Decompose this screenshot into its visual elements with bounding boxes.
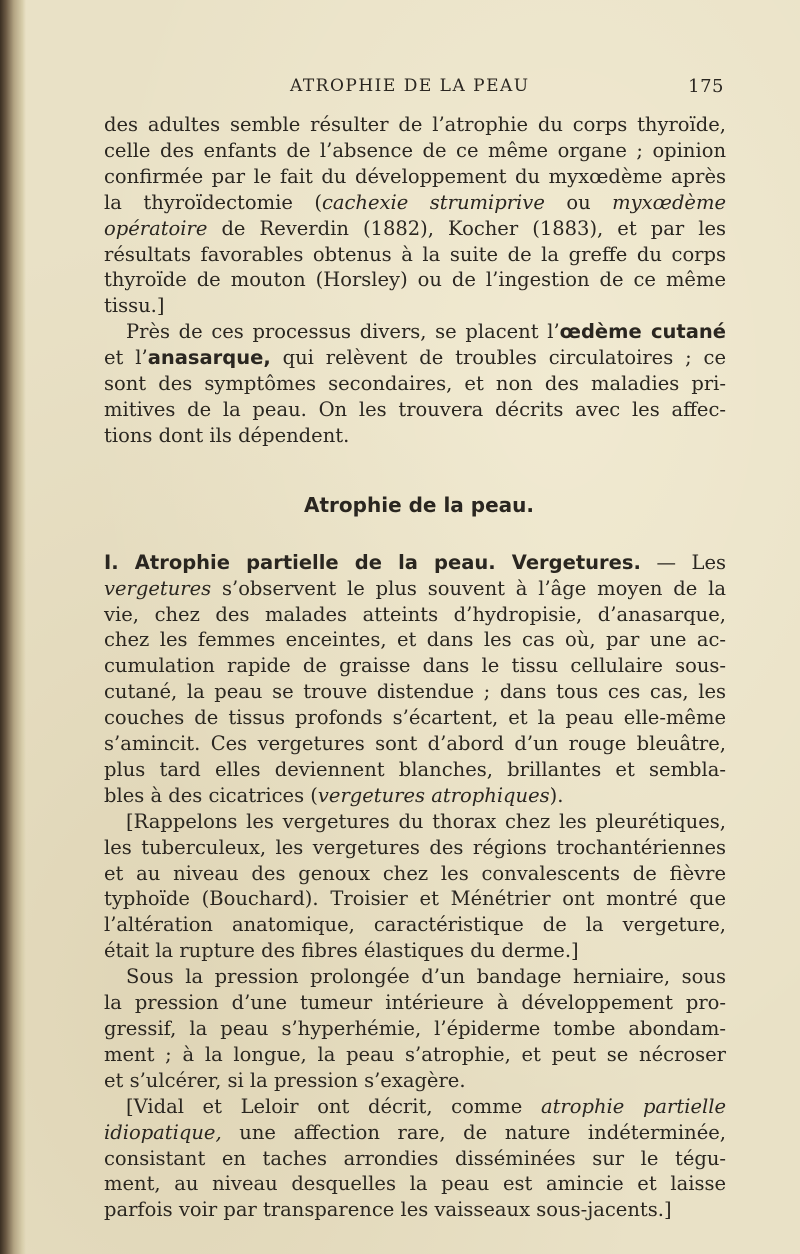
page-number: 175 (688, 76, 724, 97)
text-line: gressif, la peau s’hyperhémie, l’épiderme tombe abondam- (104, 1017, 726, 1040)
text-line: et au niveau des genoux chez les convalescents de fièvre (104, 861, 726, 885)
text-line: s’amincit. Ces vergetures sont d’abord d’un rouge bleuâtre, (104, 732, 726, 756)
text-line: bles à des cicatrices (vergetures atrophiques). (104, 783, 564, 807)
text-line: la pression d’une tumeur intérieure à développement pro- (104, 991, 726, 1015)
text-line: chez les femmes enceintes, et dans les cas où, par une ac- (104, 628, 726, 652)
text-line: et s’ulcérer, si la pression s’exagère. (104, 1068, 466, 1092)
text-line: I. Atrophie partielle de la peau. Vergetures. — Les (104, 550, 726, 574)
text-line: et l’anasarque, qui relèvent de troubles circulatoires ; ce (104, 346, 726, 370)
body-text (104, 112, 726, 1223)
text-line: plus tard elles deviennent blanches, brillantes et sembla- (104, 757, 726, 781)
text-line: Près de ces processus divers, se placent l’œdème cutané (126, 320, 726, 344)
text-line: couches de tissus profonds s’écartent, et la peau elle-même (104, 706, 726, 730)
text-line: [Vidal et Leloir ont décrit, comme atrophie partielle (126, 1094, 726, 1118)
text-line: celle des enfants de l’absence de ce même organe ; opinion (104, 138, 726, 162)
text-line: parfois voir par transparence les vaisseaux sous-jacents.] (104, 1198, 672, 1222)
section-heading: Atrophie de la peau. (304, 492, 534, 517)
text-line: vie, chez des malades atteints d’hydropisie, d’anasarque, (104, 602, 726, 626)
text-line: l’altération anatomique, caractéristique de la vergeture, (104, 913, 726, 937)
running-title: ATROPHIE DE LA PEAU (290, 76, 530, 96)
text-line: ment, au niveau desquelles la peau est amincie et laisse (104, 1172, 726, 1196)
text-line: tissu.] (104, 294, 165, 318)
text-line: des adultes semble résulter de l’atrophie du corps thyroïde, (104, 113, 726, 136)
text-line: résultats favorables obtenus à la suite de la greffe du corps (104, 242, 726, 266)
text-line: idiopatique, une affection rare, de nature indéterminée, (104, 1120, 726, 1144)
text-line: sont des symptômes secondaires, et non des maladies pri- (104, 372, 726, 396)
text-line: cumulation rapide de graisse dans le tissu cellulaire sous- (104, 654, 726, 678)
text-line: mitives de la peau. On les trouvera décrits avec les affec- (104, 397, 726, 421)
text-line: thyroïde de mouton (Horsley) ou de l’ingestion de ce même (104, 268, 726, 292)
text-line: les tuberculeux, les vergetures des régions trochantériennes (104, 835, 726, 859)
text-line: [Rappelons les vergetures du thorax chez les pleurétiques, (126, 809, 726, 833)
page-header (104, 72, 724, 102)
text-line: tions dont ils dépendent. (104, 423, 350, 447)
text-line: cutané, la peau se trouve distendue ; dans tous ces cas, les (104, 680, 726, 704)
text-line: typhoïde (Bouchard). Troisier et Ménétrier ont montré que (104, 887, 726, 911)
subsection-title: I. Atrophie partielle de la peau. Vergetures. (104, 550, 641, 574)
text-line: consistant en taches arrondies disséminées sur le tégu- (104, 1146, 726, 1170)
text-line: opératoire de Reverdin (1882), Kocher (1883), et par les (104, 216, 726, 240)
text-line: confirmée par le fait du développement du myxœdème après (104, 164, 726, 188)
text-line: était la rupture des fibres élastiques du derme.] (104, 939, 579, 963)
text-line: la thyroïdectomie (cachexie strumiprive ou myxœdème (104, 190, 726, 214)
book-spine-shadow (0, 0, 26, 1254)
text-line: vergetures s’observent le plus souvent à l’âge moyen de la (104, 576, 726, 600)
text-line: Sous la pression prolongée d’un bandage herniaire, sous (126, 965, 726, 989)
text-line: ment ; à la longue, la peau s’atrophie, et peut se nécroser (104, 1042, 726, 1066)
